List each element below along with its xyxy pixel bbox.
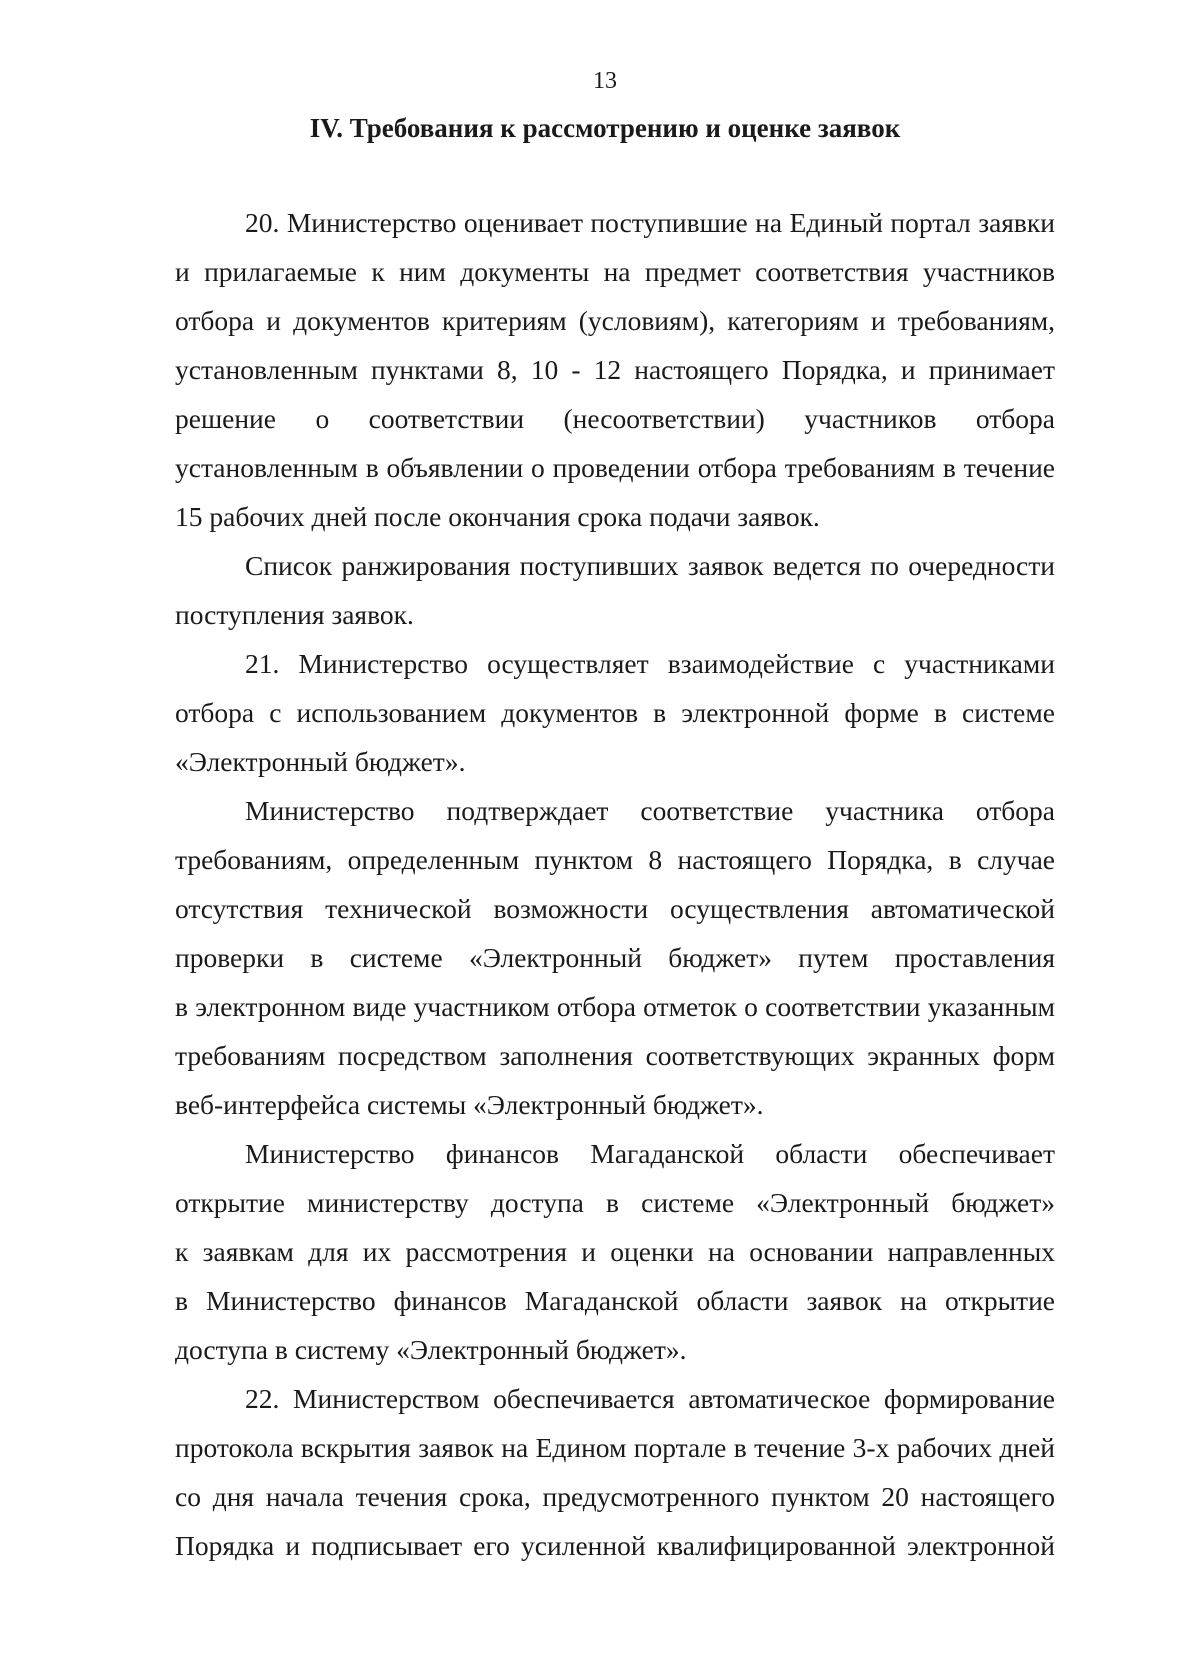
paragraph-22 [175, 1374, 1055, 1570]
text-line: установленным в объявлении о проведении отбора требованиям в течение [175, 452, 1055, 483]
paragraph-20 [175, 198, 1055, 541]
paragraph-finance-ministry [175, 1129, 1055, 1374]
paragraph-confirmation [175, 786, 1055, 1129]
document-body [175, 198, 1055, 1570]
text-line: отсутствия технической возможности осуществления автоматической [175, 893, 1055, 924]
text-line: требованиям посредством заполнения соответствующих экранных форм [175, 1040, 1055, 1071]
text-line: проверки в системе «Электронный бюджет» путем проставления [175, 942, 1055, 973]
text-line: Министерство финансов Магаданской области обеспечивает [245, 1138, 1055, 1169]
text-line: 21. Министерство осуществляет взаимодействие с участниками [245, 648, 1055, 679]
text-line: «Электронный бюджет». [175, 746, 466, 777]
text-line: и прилагаемые к ним документы на предмет соответствия участников [175, 256, 1055, 287]
text-line: со дня начала течения срока, предусмотренного пунктом 20 настоящего [175, 1481, 1055, 1512]
text-line: к заявкам для их рассмотрения и оценки на основании направленных [175, 1236, 1055, 1267]
text-line: протокола вскрытия заявок на Едином портале в течение 3-х рабочих дней [175, 1432, 1055, 1463]
paragraph-21 [175, 639, 1055, 786]
text-line: Список ранжирования поступивших заявок ведется по очередности [245, 550, 1055, 581]
text-line: поступления заявок. [175, 599, 414, 630]
text-line: 20. Министерство оценивает поступившие на Единый портал заявки [245, 207, 1055, 238]
text-line: открытие министерству доступа в системе «Электронный бюджет» [175, 1187, 1055, 1218]
text-line: Министерство подтверждает соответствие участника отбора [245, 795, 1055, 826]
section-title: IV. Требования к рассмотрению и оценке заявок [309, 113, 901, 143]
text-line: 22. Министерством обеспечивается автоматическое формирование [245, 1383, 1055, 1414]
paragraph-ranking [175, 541, 1055, 639]
text-line: отбора и документов критериям (условиям), категориям и требованиям, [175, 305, 1055, 336]
text-line: установленным пунктами 8, 10 - 12 настоящего Порядка, и принимает [175, 354, 1055, 385]
text-line: решение о соответствии (несоответствии) участников отбора [175, 403, 1055, 434]
text-line: в Министерство финансов Магаданской области заявок на открытие [175, 1285, 1055, 1316]
text-line: требованиям, определенным пунктом 8 настоящего Порядка, в случае [175, 844, 1055, 875]
text-line: в электронном виде участником отбора отметок о соответствии указанным [175, 991, 1055, 1022]
text-line: отбора с использованием документов в электронной форме в системе [175, 697, 1055, 728]
text-line: веб-интерфейса системы «Электронный бюджет». [175, 1089, 764, 1120]
text-line: Порядка и подписывает его усиленной квалифицированной электронной [175, 1530, 1055, 1561]
text-line: доступа в систему «Электронный бюджет». [175, 1334, 687, 1365]
page-number: 13 [593, 68, 617, 94]
text-line: 15 рабочих дней после окончания срока подачи заявок. [175, 501, 820, 532]
